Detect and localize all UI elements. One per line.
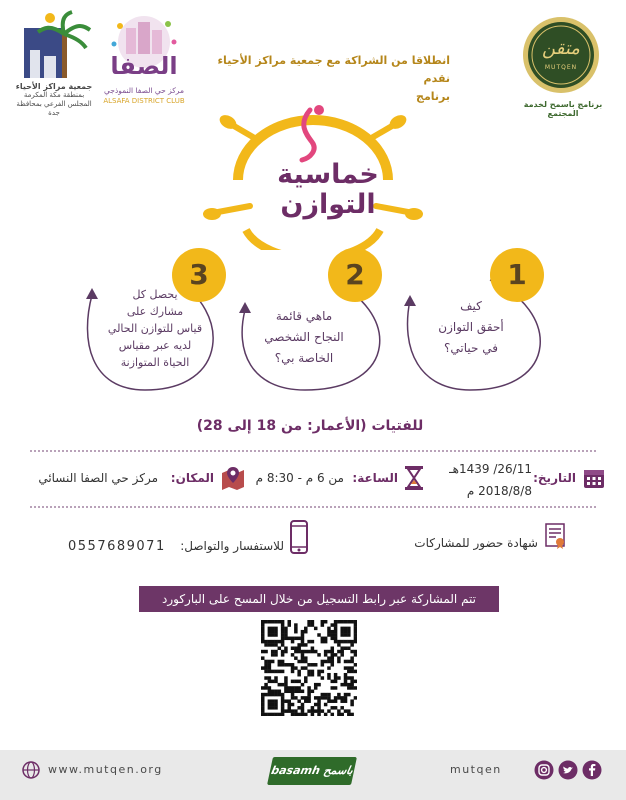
sponsor-logo (267, 757, 357, 785)
item-3-line-2: مشارك على (126, 305, 184, 318)
social-handle: mutqen (450, 763, 502, 776)
date-label: التاريخ: (533, 471, 576, 485)
association-logo (20, 10, 92, 82)
globe-icon (22, 761, 40, 779)
date-gregorian: 2018/8/8 م (466, 484, 532, 498)
contact-label: للاستفسار والتواصل: (180, 539, 284, 553)
item-1-line-3: في حياتي؟ (444, 341, 498, 355)
assoc-caption-2: بمنطقة مكة المكرمة (23, 91, 85, 99)
divider-bottom (30, 506, 596, 508)
item-3-line-1: يحصل كل (132, 288, 178, 301)
facebook-icon[interactable] (582, 760, 602, 780)
time-label: الساعة: (352, 471, 398, 485)
assoc-caption-1: جمعية مراكز الأحياء (15, 82, 93, 91)
assoc-caption-3: المجلس الفرعي بمحافظة جدة (16, 100, 92, 117)
mutqen-logo-sub: MUTQEN (544, 64, 578, 71)
certificate-icon (544, 522, 568, 550)
item-2-line-2: النجاح الشخصي (264, 330, 344, 344)
instagram-icon[interactable] (534, 760, 554, 780)
club-logo (98, 14, 190, 86)
club-caption-ar: مركز حي الصفا النموذجي (104, 86, 184, 95)
calendar-icon (582, 466, 606, 490)
item-3-line-4: لديه عبر مقياس (118, 339, 192, 352)
title-line-2: التوازن (280, 189, 376, 220)
club-caption (95, 85, 193, 107)
item-number-2: 2 (328, 248, 382, 302)
mutqen-logo (522, 16, 600, 94)
item-2-line-3: الخاصة بي؟ (274, 351, 334, 365)
phone-icon (290, 520, 308, 554)
item-number-1: 1 (490, 248, 544, 302)
twitter-icon[interactable] (558, 760, 578, 780)
club-logo-text: الصفا (110, 52, 178, 80)
title-line-1: خماسية (277, 159, 379, 190)
sponsor-logo-text: basamh باسمح (269, 764, 355, 777)
intro-text (200, 52, 450, 106)
qr-code[interactable] (261, 620, 357, 716)
place-value: مركز حي الصفا النسائي (38, 471, 158, 485)
item-3-line-5: الحياة المتوازنة (120, 356, 190, 369)
item-number-3: 3 (172, 248, 226, 302)
mutqen-caption: برنامج باسمح لخدمة المجتمع (523, 100, 603, 118)
map-pin-icon (220, 465, 246, 491)
item-3-text (90, 286, 220, 371)
website-link[interactable]: www.mutqen.org (48, 763, 163, 776)
audience-text: للفتيات (الأعمار: من 18 إلى 28) (196, 418, 424, 434)
mutqen-logo-text: متقن (542, 38, 580, 59)
intro-line-2: برنامج (416, 90, 450, 103)
program-title (248, 160, 408, 220)
divider-top (30, 450, 596, 452)
certificate-text: شهادة حضور للمشاركات (414, 536, 538, 550)
time-value: من 6 م - 8:30 م (255, 471, 344, 485)
qr-code-graphic (261, 620, 357, 716)
club-caption-en: ALSAFA DISTRICT CLUB (103, 97, 185, 105)
association-caption (14, 82, 94, 118)
item-1-text (416, 296, 526, 359)
contact-phone[interactable]: 0557689071 (68, 539, 166, 554)
item-2-line-1: ماهي قائمة (275, 309, 333, 323)
item-3-line-3: قياس للتوازن الحالي (107, 322, 203, 335)
item-1-line-1: كيف (460, 299, 482, 313)
intro-line-1: انطلاقا من الشراكة مع جمعية مراكز الأحياء نقدم (217, 54, 450, 85)
item-1-line-2: أحقق التوازن (438, 320, 504, 334)
place-label: المكان: (170, 471, 214, 485)
registration-banner: تتم المشاركة عبر رابط التسجيل من خلال المسح على الباركورد (139, 586, 499, 612)
date-hijri: 26/11/ 1439هـ (449, 462, 532, 476)
hourglass-icon (404, 465, 424, 491)
item-2-text (244, 306, 364, 369)
